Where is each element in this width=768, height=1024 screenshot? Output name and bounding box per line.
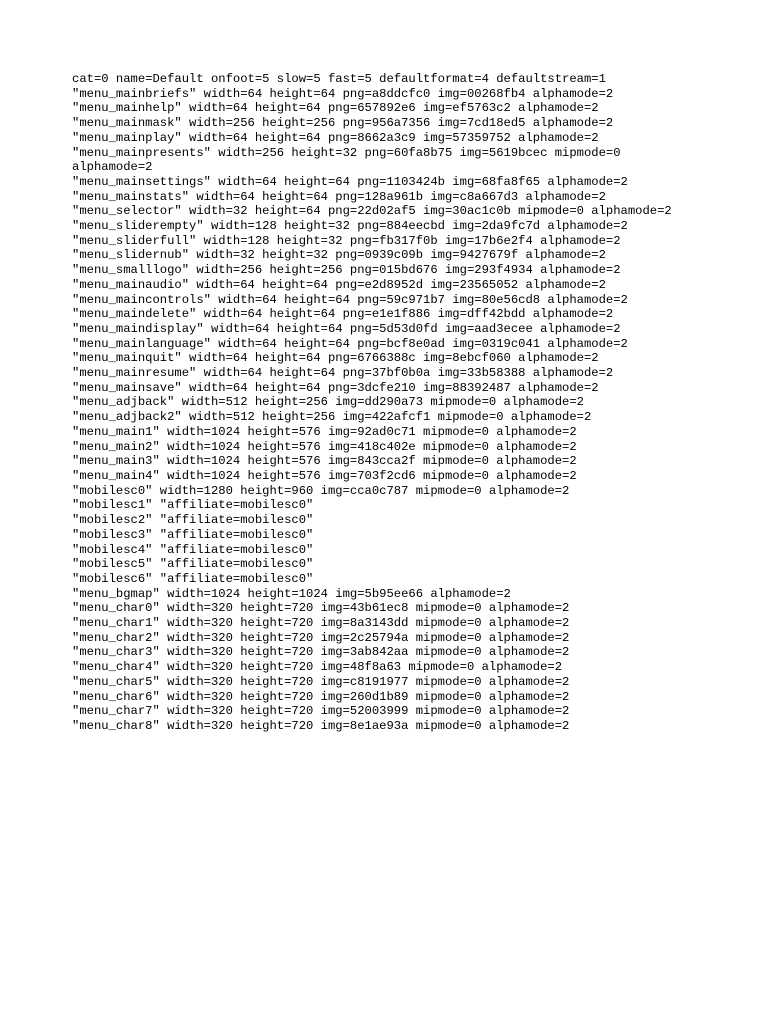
document-line: "menu_mainhelp" width=64 height=64 png=657892e6 img=ef5763c2 alphamode=2: [72, 101, 599, 116]
document-line: "mobilesc4" "affiliate=mobilesc0": [72, 542, 314, 557]
document-line: "menu_maindelete" width=64 height=64 png=e1e1f886 img=dff42bdd alphamode=2: [72, 307, 614, 322]
document-line: "mobilesc2" "affiliate=mobilesc0": [72, 513, 314, 528]
document-line: "mobilesc0" width=1280 height=960 img=cca0c787 mipmode=0 alphamode=2: [72, 483, 570, 498]
document-line: "menu_mainquit" width=64 height=64 png=6766388c img=8ebcf060 alphamode=2: [72, 351, 599, 366]
document-line: "menu_mainsettings" width=64 height=64 png=1103424b img=68fa8f65 alphamode=2: [72, 174, 628, 189]
document-line: "menu_char8" width=320 height=720 img=8e1ae93a mipmode=0 alphamode=2: [72, 718, 570, 733]
document-line: "menu_char2" width=320 height=720 img=2c25794a mipmode=0 alphamode=2: [72, 630, 570, 645]
document-line: "menu_main1" width=1024 height=576 img=92ad0c71 mipmode=0 alphamode=2: [72, 424, 577, 439]
document-line: "menu_adjback2" width=512 height=256 img=422afcf1 mipmode=0 alphamode=2: [72, 410, 592, 425]
document-line: "menu_maincontrols" width=64 height=64 png=59c971b7 img=80e56cd8 alphamode=2: [72, 292, 628, 307]
document-line: "mobilesc3" "affiliate=mobilesc0": [72, 527, 314, 542]
document-line: "menu_maindisplay" width=64 height=64 png=5d53d0fd img=aad3ecee alphamode=2: [72, 321, 621, 336]
document-page: [72, 72, 712, 734]
document-line: "menu_mainstats" width=64 height=64 png=128a961b img=c8a667d3 alphamode=2: [72, 189, 606, 204]
document-line: "menu_char4" width=320 height=720 img=48f8a63 mipmode=0 alphamode=2: [72, 660, 563, 675]
document-line: "menu_char6" width=320 height=720 img=260d1b89 mipmode=0 alphamode=2: [72, 689, 570, 704]
document-line: "mobilesc1" "affiliate=mobilesc0": [72, 498, 314, 513]
document-line: "menu_mainlanguage" width=64 height=64 png=bcf8e0ad img=0319c041 alphamode=2: [72, 336, 628, 351]
document-line: "menu_sliderempty" width=128 height=32 png=884eecbd img=2da9fc7d alphamode=2: [72, 219, 628, 234]
document-line: "menu_smalllogo" width=256 height=256 png=015bd676 img=293f4934 alphamode=2: [72, 263, 621, 278]
document-line: "menu_mainbriefs" width=64 height=64 png=a8ddcfc0 img=00268fb4 alphamode=2: [72, 86, 614, 101]
document-line: "menu_selector" width=32 height=64 png=22d02af5 img=30ac1c0b mipmode=0 alphamode=2: [72, 204, 672, 219]
document-line: "mobilesc6" "affiliate=mobilesc0": [72, 571, 314, 586]
document-line: "menu_char0" width=320 height=720 img=43b61ec8 mipmode=0 alphamode=2: [72, 601, 570, 616]
document-line: "menu_mainaudio" width=64 height=64 png=e2d8952d img=23565052 alphamode=2: [72, 277, 606, 292]
document-line: "menu_slidernub" width=32 height=32 png=0939c09b img=9427679f alphamode=2: [72, 248, 606, 263]
document-line: "menu_sliderfull" width=128 height=32 png=fb317f0b img=17b6e2f4 alphamode=2: [72, 233, 621, 248]
document-line: "menu_char7" width=320 height=720 img=52003999 mipmode=0 alphamode=2: [72, 704, 570, 719]
document-line: "menu_mainresume" width=64 height=64 png=37bf0b0a img=33b58388 alphamode=2: [72, 366, 614, 381]
document-line: alphamode=2: [72, 160, 153, 175]
document-line: "menu_mainpresents" width=256 height=32 png=60fa8b75 img=5619bcec mipmode=0: [72, 145, 621, 160]
document-line: "menu_mainplay" width=64 height=64 png=8662a3c9 img=57359752 alphamode=2: [72, 130, 599, 145]
document-line: "menu_char5" width=320 height=720 img=c8191977 mipmode=0 alphamode=2: [72, 674, 570, 689]
document-line: "menu_char1" width=320 height=720 img=8a3143dd mipmode=0 alphamode=2: [72, 616, 570, 631]
document-line: "menu_bgmap" width=1024 height=1024 img=5b95ee66 alphamode=2: [72, 586, 511, 601]
document-line: "menu_char3" width=320 height=720 img=3ab842aa mipmode=0 alphamode=2: [72, 645, 570, 660]
document-line: "menu_mainmask" width=256 height=256 png=956a7356 img=7cd18ed5 alphamode=2: [72, 116, 614, 131]
document-line: "menu_main3" width=1024 height=576 img=843cca2f mipmode=0 alphamode=2: [72, 454, 577, 469]
document-line: "menu_mainsave" width=64 height=64 png=3dcfe210 img=88392487 alphamode=2: [72, 380, 599, 395]
document-line: "menu_main2" width=1024 height=576 img=418c402e mipmode=0 alphamode=2: [72, 439, 577, 454]
document-line: "menu_main4" width=1024 height=576 img=703f2cd6 mipmode=0 alphamode=2: [72, 468, 577, 483]
document-line: "menu_adjback" width=512 height=256 img=dd290a73 mipmode=0 alphamode=2: [72, 395, 584, 410]
document-line: cat=0 name=Default onfoot=5 slow=5 fast=5 defaultformat=4 defaultstream=1: [72, 72, 606, 86]
document-line: "mobilesc5" "affiliate=mobilesc0": [72, 557, 314, 572]
